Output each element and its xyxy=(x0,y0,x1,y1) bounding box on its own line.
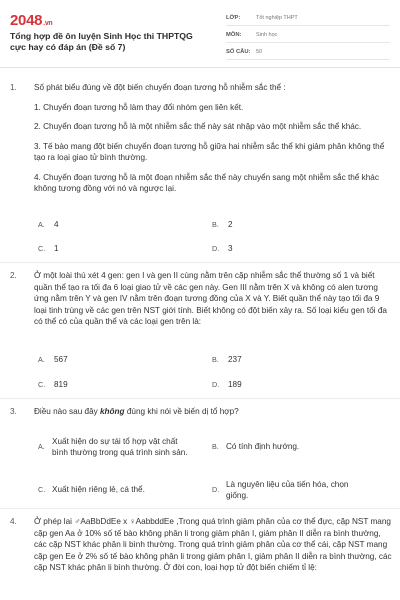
question-divider xyxy=(0,398,400,399)
option-text: Xuất hiện do sự tái tổ hợp vật chất bình thường trong quá trình sinh sản. xyxy=(52,436,188,457)
q2-option-b[interactable] xyxy=(212,354,242,366)
option-label: B. xyxy=(212,355,219,364)
q1-option-d[interactable] xyxy=(212,243,233,255)
site-logo[interactable] xyxy=(10,12,52,29)
option-text: 3 xyxy=(228,244,233,253)
q1-option-b[interactable] xyxy=(212,219,233,231)
question-2 xyxy=(10,270,392,328)
question-number: 4. xyxy=(10,517,17,526)
meta-class-row xyxy=(226,11,390,26)
question-1 xyxy=(10,82,392,195)
question-text: Ở một loài thú xét 4 gen: gen I và gen II cùng nằm trên cặp nhiễm sắc thể thường số 1 và biết quần thể tạo ra tối đa 6 loại giao tử về các gen này. Gen III nằm trên X và không có alen tương ứng nằm trên Y và gen IV nằm trên đoạn tương đồng của X và Y. Biết quần thể này tạo tối đa 9 loại tinh trùng về các gen trên NST giới tính. Biết không có đột biến xảy ra. Số loại kiểu gen tối đa có thể có của quần thể và các loại gen trên là: xyxy=(34,271,387,326)
option-text: 567 xyxy=(54,355,68,364)
q3-option-b[interactable] xyxy=(212,429,368,465)
document-title: Tổng hợp đề ôn luyện Sinh Học thi THPTQG cực hay có đáp án (Đề số 7) xyxy=(10,31,193,52)
logo-suffix: .vn xyxy=(43,20,53,27)
question-4 xyxy=(10,516,392,574)
question-number: 2. xyxy=(10,271,17,280)
option-text: Có tính định hướng. xyxy=(226,442,300,452)
option-label: C. xyxy=(38,485,46,495)
q2-option-d[interactable] xyxy=(212,379,242,391)
q3-option-c[interactable] xyxy=(38,477,194,503)
question-3 xyxy=(10,406,392,418)
meta-subject-row xyxy=(226,28,390,43)
option-label: B. xyxy=(212,220,219,229)
q3-option-a[interactable] xyxy=(38,429,194,465)
question-text: Số phát biểu đúng về đột biến chuyển đoạn tương hỗ nhiễm sắc thể : xyxy=(34,83,286,92)
option-text: 819 xyxy=(54,380,68,389)
option-label: D. xyxy=(212,244,220,253)
q2-option-c[interactable] xyxy=(38,379,68,391)
option-label: D. xyxy=(212,380,220,389)
meta-count-row xyxy=(226,45,390,60)
q1-option-a[interactable] xyxy=(38,219,59,231)
option-label: C. xyxy=(38,244,46,253)
option-text: 2 xyxy=(228,220,233,229)
option-label: C. xyxy=(38,380,46,389)
page-header xyxy=(0,0,400,68)
option-label: A. xyxy=(38,442,45,452)
option-label: B. xyxy=(212,442,219,452)
logo-text: 2048 xyxy=(10,12,43,29)
option-label: D. xyxy=(212,485,220,495)
q1-option-c[interactable] xyxy=(38,243,59,255)
emphasis-word: không xyxy=(100,407,125,416)
document-meta xyxy=(226,11,390,62)
meta-count-value: 50 xyxy=(256,49,263,55)
meta-subject-value: Sinh học xyxy=(256,32,278,38)
statement-3: 3. Tế bào mang đột biến chuyển đoạn tương hỗ giữa hai nhiễm sắc thể khi giảm phân không thể tạo ra loại giao tử bình thường. xyxy=(34,141,385,162)
option-text: Xuất hiện riêng lẻ, cá thể. xyxy=(52,485,145,495)
question-text-start: Điều nào sau đây xyxy=(34,407,100,416)
option-text: 189 xyxy=(228,380,242,389)
q3-option-d[interactable] xyxy=(212,477,368,503)
option-label: A. xyxy=(38,220,45,229)
question-number: 3. xyxy=(10,407,17,416)
option-text: Là nguyên liệu của tiến hóa, chọn giống. xyxy=(226,479,349,500)
question-text xyxy=(34,406,392,418)
question-divider xyxy=(0,262,400,263)
statement-1: 1. Chuyển đoạn tương hỗ làm thay đổi nhóm gen liên kết. xyxy=(34,102,244,112)
option-text: 1 xyxy=(54,244,59,253)
meta-class-key: LỚP: xyxy=(226,15,241,21)
option-label: A. xyxy=(38,355,45,364)
question-divider xyxy=(0,508,400,509)
option-text: 237 xyxy=(228,355,242,364)
question-number: 1. xyxy=(10,83,17,92)
meta-subject-key: MÔN: xyxy=(226,32,242,38)
question-text: Ở phép lai ♂AaBbDdEe x ♀AabbddEe ,Trong quá trình giảm phân của cơ thể đực, cặp NST mang cặp gen Aa ở 10% số tế bào không phân li trong giảm phân I, giảm phân II diễn ra bình thường, các cặp NST khác phân li bình thường. Trong quá trình giảm phân của cơ thể cái, cặp NST mang cặp gen Ee ở 2% số tế bào không phân li trong giảm phân I, giảm phân II diễn ra bình thường, các cặp NST khác phân li bình thường. Ở đời con, loại hợp tử đột biến chiếm tỉ lệ: xyxy=(34,517,392,572)
option-text: 4 xyxy=(54,220,59,229)
q2-option-a[interactable] xyxy=(38,354,68,366)
statement-4: 4. Chuyển đoạn tương hỗ là một đoạn nhiễm sắc thể này chuyển sang một nhiễm sắc thể khác không tương đồng với nó và ngược lại. xyxy=(34,172,379,193)
meta-count-key: SỐ CÂU: xyxy=(226,49,251,55)
meta-class-value: Tốt nghiệp THPT xyxy=(256,15,298,21)
statement-2: 2. Chuyển đoạn tương hỗ là một nhiễm sắc thể này sát nhập vào một nhiễm sắc thể khác. xyxy=(34,122,362,131)
question-text-end: đúng khi nói về biến dị tổ hợp? xyxy=(124,407,239,416)
